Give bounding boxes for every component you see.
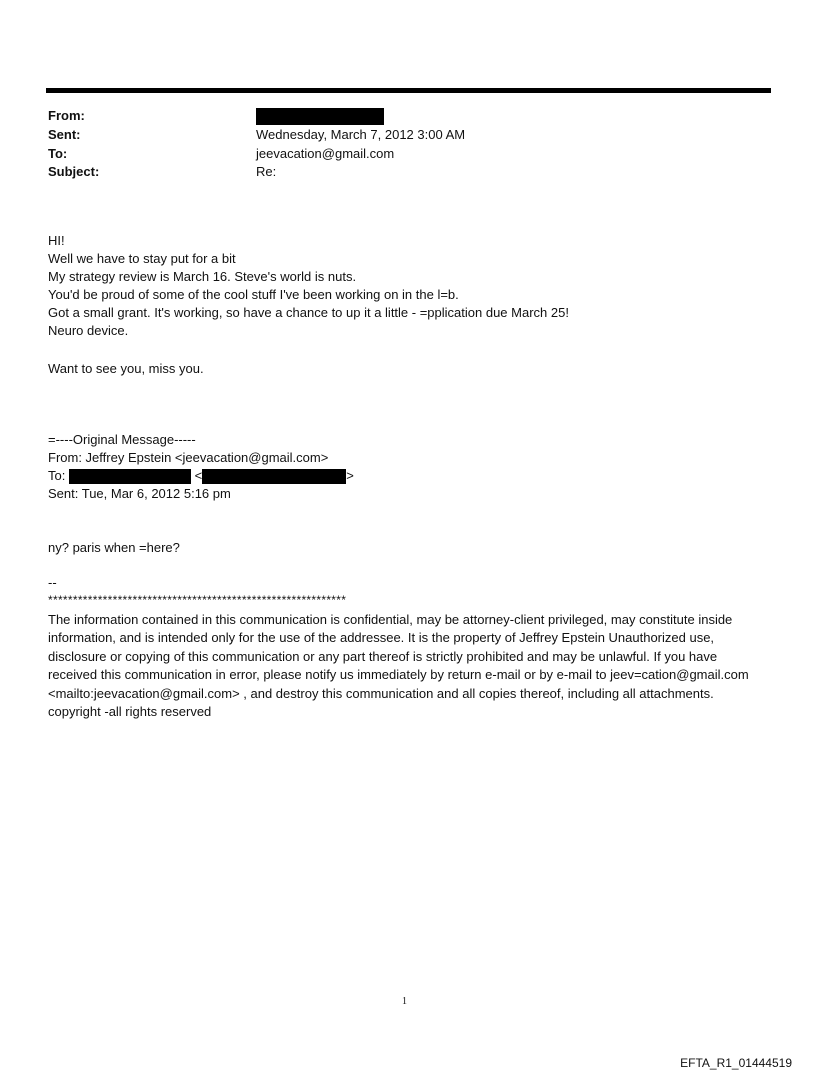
signature-dashes: -- — [48, 575, 57, 590]
closing-line: Want to see you, miss you. — [48, 361, 204, 376]
body-line: Well we have to stay put for a bit — [48, 251, 236, 266]
redaction-block — [69, 469, 191, 484]
message-body — [48, 232, 569, 340]
body-line: HI! — [48, 233, 65, 248]
top-rule — [46, 88, 771, 93]
to-value: jeevacation@gmail.com — [256, 146, 395, 161]
from-value-redacted — [256, 106, 384, 125]
original-to: To: < > — [48, 468, 354, 483]
original-separator: =----Original Message----- — [48, 432, 196, 447]
subject-label: Subject: — [48, 164, 100, 179]
sent-label: Sent: — [48, 127, 81, 142]
original-sent: Sent: Tue, Mar 6, 2012 5:16 pm — [48, 486, 231, 501]
body-line: You'd be proud of some of the cool stuff I've been working on in the l=b. — [48, 287, 459, 302]
original-message — [48, 431, 354, 503]
subject-value: Re: — [256, 164, 277, 179]
signature-stars: ************************************************************ — [48, 593, 347, 607]
redaction-block — [202, 469, 346, 484]
body-line: Neuro device. — [48, 323, 129, 338]
from-label: From: — [48, 108, 85, 123]
confidentiality-disclaimer: The information contained in this communication is confidential, may be attorney-client privileged, may constitute inside information, and is intended only for the use of the addressee. It is the property of Jeffrey Epstein Unauthorized use, disclosure or copying of this communication or any part thereof is strictly prohibited and may be unlawful. If you have received this communication in error, please notify us immediately by return e-mail or by e-mail to jeev=cation@gmail.com <mailto:jeevacation@gmail.com> , and destroy this communication and all copies thereof, including all attachments. copyright -all rights reserved — [48, 612, 749, 720]
page-number: 1 — [402, 996, 407, 1007]
document-id: EFTA_R1_01444519 — [680, 1056, 792, 1070]
original-from: From: Jeffrey Epstein <jeevacation@gmail.com> — [48, 450, 329, 465]
sent-value: Wednesday, March 7, 2012 3:00 AM — [256, 127, 466, 142]
body-line: My strategy review is March 16. Steve's world is nuts. — [48, 269, 357, 284]
original-message-text: ny? paris when =here? — [48, 540, 180, 555]
to-label: To: — [48, 146, 68, 161]
body-line: Got a small grant. It's working, so have a chance to up it a little - =pplication due March 25! — [48, 305, 569, 320]
